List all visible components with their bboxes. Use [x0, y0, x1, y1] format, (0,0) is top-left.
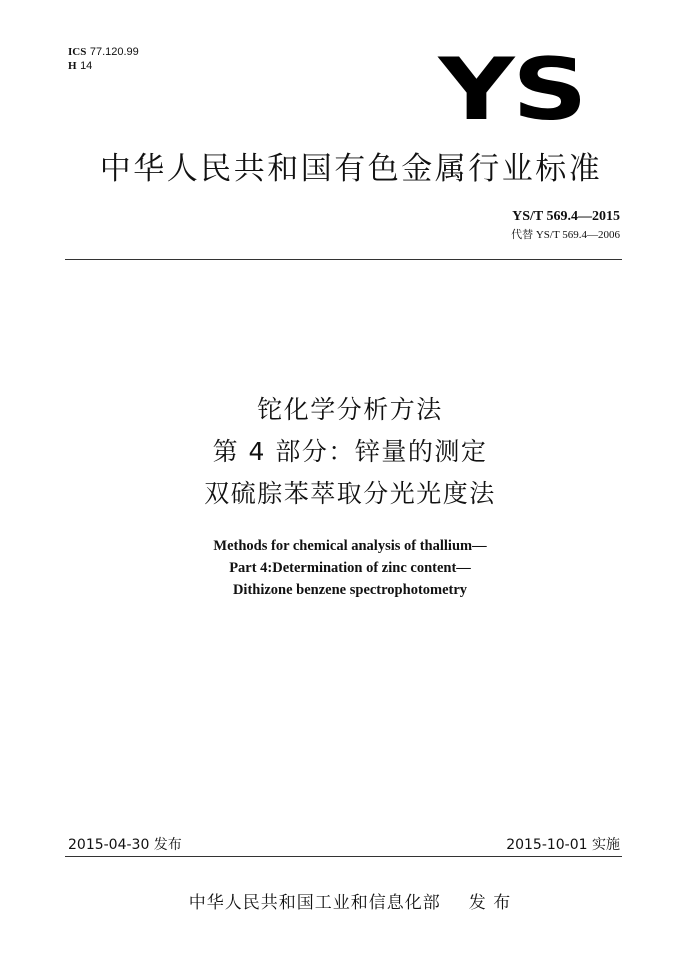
ics-classification	[68, 45, 139, 73]
title-zh-line-2: 第 4 部分：锌量的测定	[212, 437, 488, 466]
replaces-standard: 代替 YS/T 569.4—2006	[511, 229, 620, 241]
issuer-action: 发 布	[468, 893, 512, 913]
ccs-line	[68, 59, 139, 73]
ics-code: 77.120.99	[89, 46, 139, 58]
title-zh-line-3: 双硫腙苯萃取分光光度法	[204, 479, 496, 508]
publish-date: 2015-04-30 发布	[68, 837, 182, 853]
ics-line	[68, 45, 139, 59]
ics-label: ICS	[68, 46, 87, 58]
footer-divider	[65, 856, 622, 857]
header-divider	[65, 259, 622, 260]
title-en-line-3: Dithizone benzene spectrophotometry	[232, 582, 468, 598]
standard-number-text: YS/T 569.4—2015	[512, 209, 620, 224]
ys-logo: YS	[438, 40, 585, 140]
issuer-name: 中华人民共和国工业和信息化部	[188, 893, 441, 913]
title-zh-line-1: 铊化学分析方法	[257, 395, 443, 424]
industry-standard-title: 中华人民共和国有色金属行业标准	[99, 151, 603, 187]
standard-number	[512, 208, 620, 225]
effective-date: 2015-10-01 实施	[506, 837, 620, 853]
ccs-code: 14	[80, 60, 93, 72]
ccs-label: H	[68, 60, 77, 72]
title-en-line-1: Methods for chemical analysis of thallium—	[213, 538, 487, 554]
title-en-line-2: Part 4:Determination of zinc content—	[229, 560, 471, 576]
issuer	[0, 888, 700, 913]
